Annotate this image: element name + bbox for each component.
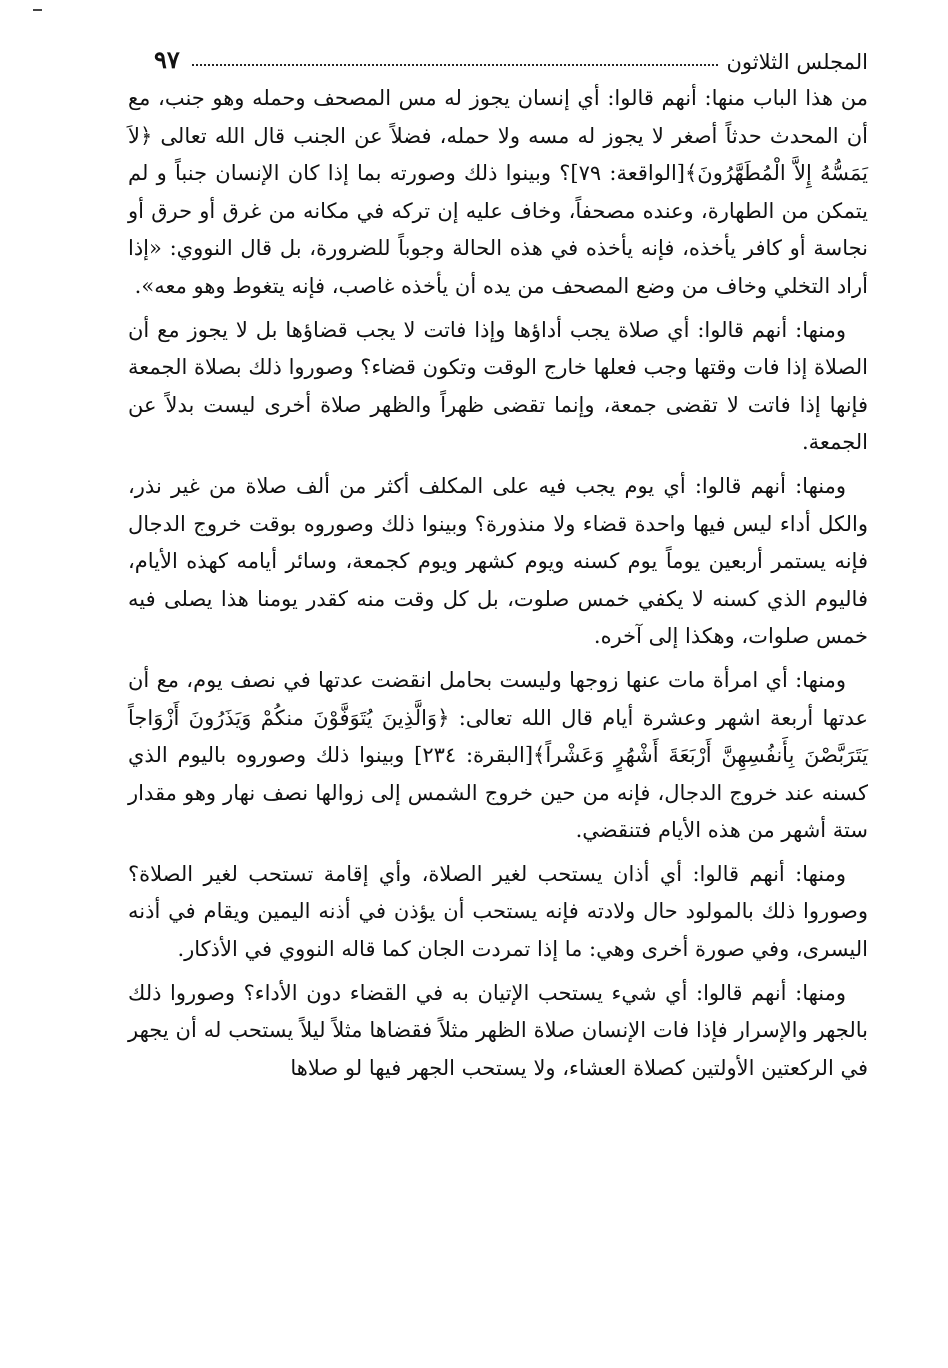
running-header — [128, 34, 868, 74]
corner-mark — [33, 9, 42, 11]
page-number: ٩٧ — [154, 45, 180, 74]
paragraph: ومنها: أنهم قالوا: أي أذان يستحب لغير الصلاة، وأي إقامة تستحب لغير الصلاة؟ وصوروا ذلك بالمولود حال ولادته فإنه يستحب أن يؤذن في أذنه اليمين ويقام في أذنه اليسرى، وفي صورة أخرى وهي: ما إذا تمردت الجان كما قاله النووي في الأذكار. — [128, 861, 868, 962]
paragraph: ومنها: أنهم قالوا: أي صلاة يجب أداؤها وإذا فاتت لا يجب قضاؤها بل لا يجوز مع أن الصلاة إذا فات وقتها وجب فعلها خارج الوقت وتكون قضاء؟ وصوروا ذلك بصلاة الجمعة فإنها إذا فاتت لا تقضى جمعة، وإنما تقضى ظهراً والظهر صلاة أخرى ليست بدلاً عن الجمعة. — [128, 317, 868, 455]
paragraph: ومنها: أي امرأة مات عنها زوجها وليست بحامل انقضت عدتها في نصف يوم، مع أن عدتها أربعة اشهر وعشرة أيام قال الله تعالى: ﴿وَالَّذِينَ يُتَوَفَّوْنَ منكُمْ وَيَذَرُونَ أَزْوَاجاً يَتَرَبَّصْنَ بِأَنفُسِهِنَّ أَرْبَعَةَ أَشْهُرٍ وَعَشْراً﴾[البقرة: ٢٣٤] وبينوا ذلك وصوروه باليوم الذي كسنه عند خروج الدجال، فإنه من حين خروج الشمس إلى زوالها نصف نهار وهو مقدار ستة أشهر من هذه الأيام فتنقضي. — [128, 667, 868, 843]
paragraph: ومنها: أنهم قالوا: أي يوم يجب فيه على المكلف أكثر من ألف صلاة من غير نذر، والكل أداء ليس فيها واحدة قضاء ولا منذورة؟ وبينوا ذلك وصوروه بوقت خروج الدجال فإنه يستمر أربعين يوماً يوم كسنه ويوم كشهر ويوم كجمعة، وسائر أيامه كهذه الأيام، فاليوم الذي كسنه لا يكفي خمس صلوت، بل كل وقت منه كقدر يومنا هذا يصلى فيه خمس صلوات، وهكذا إلى آخره. — [128, 473, 868, 649]
paragraph: ومنها: أنهم قالوا: أي شيء يستحب الإتيان به في القضاء دون الأداء؟ وصوروا ذلك بالجهر والإسرار فإذا فات الإنسان صلاة الظهر مثلاً فقضاها مثلاً ليلاً يستحب له أن يجهر في الركعتين الأولتين كصلاة العشاء، ولا يستحب الجهر فيها لو صلاها — [128, 980, 868, 1080]
header-dotted-leader — [192, 64, 719, 66]
book-page — [128, 34, 868, 1334]
chapter-title: المجلس الثلاثون — [726, 50, 868, 74]
paragraph: من هذا الباب منها: أنهم قالوا: أي إنسان يجوز له مس المصحف وحمله وهو جنب، مع أن المحدث حدثاً أصغر لا يجوز له مسه ولا حمله، فضلاً عن الجنب قال الله تعالى ﴿لاَ يَمَسُّهُ إِلاَّ الْمُطَهَّرُونَ﴾[الواقعة: ٧٩]؟ وبينوا ذلك وصورته بما إذا كان الإنسان جنباً و لم يتمكن من الطهارة، وعنده مصحفاً، وخاف عليه إن تركه في مكانه من غرق أو حرق أو نجاسة أو كافر يأخذه، فإنه يأخذه في هذه الحالة وجوباً للضرورة، بل قال النووي: «إذا أراد التخلي وخاف من وضع المصحف من يده أن يأخذه غاصب، فإنه يتغوط وهو معه». — [128, 86, 868, 298]
